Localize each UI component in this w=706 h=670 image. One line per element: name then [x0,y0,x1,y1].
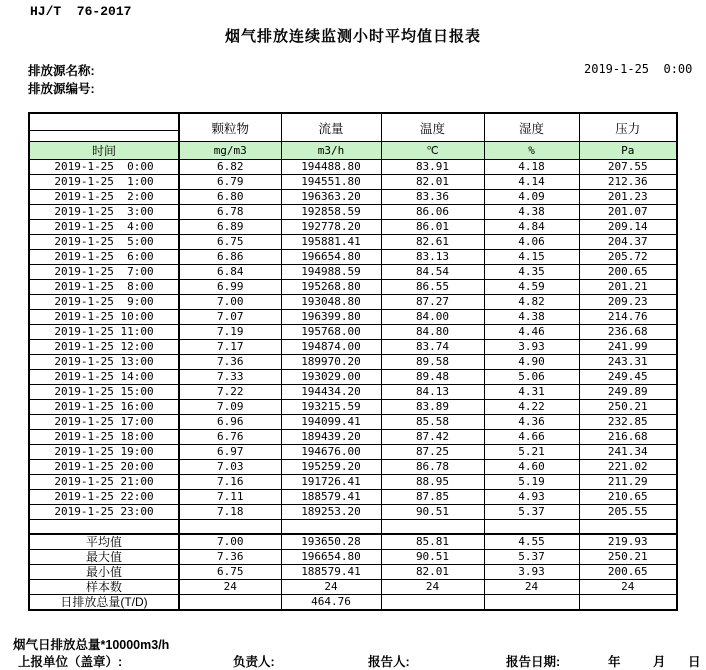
value-cell: 200.65 [579,265,677,280]
value-cell: 4.82 [484,295,579,310]
table-row [29,385,677,400]
value-cell: 6.89 [179,220,281,235]
value-cell: 86.06 [381,205,484,220]
unit-pressure: Pa [579,142,677,160]
value-cell: 214.76 [579,310,677,325]
value-cell: 5.37 [484,505,579,520]
value-cell: 249.89 [579,385,677,400]
table-row [29,415,677,430]
value-cell: 6.80 [179,190,281,205]
value-cell: 24 [179,579,281,594]
value-cell: 192778.20 [281,220,381,235]
value-cell: 4.46 [484,325,579,340]
value-cell: 7.16 [179,475,281,490]
value-cell: 188579.41 [281,490,381,505]
value-cell: 205.55 [579,505,677,520]
table-row [29,190,677,205]
value-cell: 4.36 [484,415,579,430]
value-cell [579,594,677,610]
value-cell: 194099.41 [281,415,381,430]
value-cell [579,520,677,534]
value-cell: 209.14 [579,220,677,235]
value-cell [381,594,484,610]
value-cell: 194488.80 [281,160,381,175]
value-cell: 196654.80 [281,549,381,564]
table-row [29,490,677,505]
time-cell [29,520,179,534]
value-cell: 464.76 [281,594,381,610]
value-cell: 90.51 [381,549,484,564]
value-cell: 219.93 [579,534,677,550]
value-cell: 6.78 [179,205,281,220]
value-cell: 6.75 [179,235,281,250]
value-cell: 7.36 [179,549,281,564]
source-code-label: 排放源编号: [28,82,95,96]
value-cell: 85.58 [381,415,484,430]
value-cell: 7.11 [179,490,281,505]
value-cell: 4.38 [484,310,579,325]
time-cell: 2019-1-25 9:00 [29,295,179,310]
time-column-header: 时间 [29,142,179,160]
value-cell: 3.93 [484,340,579,355]
value-cell: 6.76 [179,430,281,445]
value-cell: 87.85 [381,490,484,505]
unit-humidity: % [484,142,579,160]
value-cell: 207.55 [579,160,677,175]
time-cell: 2019-1-25 17:00 [29,415,179,430]
value-cell: 189970.20 [281,355,381,370]
year-label: 年 [608,655,621,669]
time-cell: 2019-1-25 19:00 [29,445,179,460]
summary-row [29,534,677,550]
value-cell: 24 [281,579,381,594]
value-cell: 4.93 [484,490,579,505]
value-cell: 194874.00 [281,340,381,355]
time-cell: 2019-1-25 2:00 [29,190,179,205]
value-cell: 200.65 [579,564,677,579]
table-row [29,325,677,340]
value-cell: 195259.20 [281,460,381,475]
value-cell: 6.97 [179,445,281,460]
value-cell: 7.00 [179,295,281,310]
value-cell: 241.34 [579,445,677,460]
table-row [29,505,677,520]
value-cell: 7.07 [179,310,281,325]
reporting-unit-seal-label: 上报单位（盖章）: [18,655,123,669]
value-cell: 210.65 [579,490,677,505]
value-cell: 83.74 [381,340,484,355]
value-cell: 4.14 [484,175,579,190]
summary-label-cell: 最小值 [29,564,179,579]
value-cell: 24 [579,579,677,594]
value-cell [281,520,381,534]
value-cell: 189253.20 [281,505,381,520]
value-cell: 5.37 [484,549,579,564]
table-row [29,175,677,190]
table-row [29,265,677,280]
value-cell: 7.17 [179,340,281,355]
value-cell: 6.96 [179,415,281,430]
value-cell: 211.29 [579,475,677,490]
value-cell: 4.09 [484,190,579,205]
unit-temperature: ℃ [381,142,484,160]
table-row [29,400,677,415]
value-cell: 7.00 [179,534,281,550]
value-cell: 193048.80 [281,295,381,310]
value-cell: 7.19 [179,325,281,340]
value-cell: 201.21 [579,280,677,295]
table-row [29,445,677,460]
value-cell: 243.31 [579,355,677,370]
summary-row [29,564,677,579]
value-cell: 196654.80 [281,250,381,265]
value-cell: 7.33 [179,370,281,385]
time-cell: 2019-1-25 22:00 [29,490,179,505]
value-cell: 236.68 [579,325,677,340]
time-cell: 2019-1-25 1:00 [29,175,179,190]
report-date-label: 报告日期: [506,655,561,669]
value-cell: 4.90 [484,355,579,370]
value-cell: 7.36 [179,355,281,370]
value-cell: 201.07 [579,205,677,220]
value-cell: 4.18 [484,160,579,175]
value-cell: 216.68 [579,430,677,445]
value-cell [179,594,281,610]
value-cell: 83.91 [381,160,484,175]
day-label: 日 [688,655,701,669]
summary-label-cell: 平均值 [29,534,179,550]
value-cell: 82.01 [381,175,484,190]
column-header-humidity: 湿度 [484,113,579,142]
time-cell: 2019-1-25 7:00 [29,265,179,280]
value-cell: 194551.80 [281,175,381,190]
time-cell: 2019-1-25 21:00 [29,475,179,490]
value-cell: 193029.00 [281,370,381,385]
value-cell: 196363.20 [281,190,381,205]
value-cell: 194676.00 [281,445,381,460]
time-cell: 2019-1-25 3:00 [29,205,179,220]
value-cell: 84.80 [381,325,484,340]
value-cell: 24 [381,579,484,594]
table-row [29,430,677,445]
summary-label-cell: 最大值 [29,549,179,564]
unit-particulate: mg/m3 [179,142,281,160]
column-header-temperature: 温度 [381,113,484,142]
value-cell: 6.84 [179,265,281,280]
value-cell: 195268.80 [281,280,381,295]
table-row [29,160,677,175]
blank-cell-bottom [30,131,178,141]
value-cell: 7.22 [179,385,281,400]
value-cell: 201.23 [579,190,677,205]
summary-row [29,594,677,610]
value-cell: 188579.41 [281,564,381,579]
value-cell: 5.19 [484,475,579,490]
value-cell: 250.21 [579,549,677,564]
table-body [29,160,677,610]
report-datetime: 2019-1-25 0:00 [584,62,693,76]
time-cell: 2019-1-25 15:00 [29,385,179,400]
value-cell: 6.82 [179,160,281,175]
table-row [29,355,677,370]
value-cell: 5.21 [484,445,579,460]
table-row [29,250,677,265]
value-cell: 7.09 [179,400,281,415]
value-cell [484,520,579,534]
value-cell: 89.58 [381,355,484,370]
value-cell: 4.15 [484,250,579,265]
table-row [29,235,677,250]
value-cell: 212.36 [579,175,677,190]
value-cell: 84.54 [381,265,484,280]
value-cell: 196399.80 [281,310,381,325]
value-cell: 195768.00 [281,325,381,340]
value-cell: 194988.59 [281,265,381,280]
monitoring-data-table [28,112,678,611]
table-row [29,205,677,220]
value-cell [381,520,484,534]
time-cell: 2019-1-25 6:00 [29,250,179,265]
summary-label-cell: 日排放总量(T/D) [29,594,179,610]
daily-total-note: 烟气日排放总量*10000m3/h [13,638,170,652]
value-cell: 191726.41 [281,475,381,490]
column-header-row [29,113,677,142]
value-cell: 87.27 [381,295,484,310]
value-cell: 4.22 [484,400,579,415]
column-header-pressure: 压力 [579,113,677,142]
time-cell: 2019-1-25 11:00 [29,325,179,340]
value-cell: 6.86 [179,250,281,265]
time-cell: 2019-1-25 12:00 [29,340,179,355]
value-cell [484,594,579,610]
manager-label: 负责人: [233,655,275,669]
value-cell: 7.03 [179,460,281,475]
value-cell: 87.42 [381,430,484,445]
value-cell: 88.95 [381,475,484,490]
summary-row [29,549,677,564]
value-cell: 4.38 [484,205,579,220]
value-cell: 189439.20 [281,430,381,445]
value-cell: 87.25 [381,445,484,460]
unit-flow: m3/h [281,142,381,160]
time-cell: 2019-1-25 0:00 [29,160,179,175]
column-header-flow: 流量 [281,113,381,142]
value-cell: 6.79 [179,175,281,190]
value-cell: 4.06 [484,235,579,250]
value-cell: 4.66 [484,430,579,445]
value-cell: 193650.28 [281,534,381,550]
value-cell: 90.51 [381,505,484,520]
time-cell: 2019-1-25 14:00 [29,370,179,385]
value-cell: 83.89 [381,400,484,415]
month-label: 月 [653,655,666,669]
table-row [29,220,677,235]
value-cell: 6.99 [179,280,281,295]
summary-label-cell: 样本数 [29,579,179,594]
value-cell: 7.18 [179,505,281,520]
table-row [29,370,677,385]
reporter-label: 报告人: [368,655,410,669]
blank-cell-top [30,114,178,131]
value-cell: 4.31 [484,385,579,400]
value-cell: 83.36 [381,190,484,205]
time-column-header-blank [29,113,179,142]
time-cell: 2019-1-25 23:00 [29,505,179,520]
value-cell: 4.84 [484,220,579,235]
value-cell: 83.13 [381,250,484,265]
value-cell: 4.59 [484,280,579,295]
summary-row [29,579,677,594]
standard-number: HJ/T 76-2017 [30,4,132,19]
unit-header-row [29,142,677,160]
value-cell: 249.45 [579,370,677,385]
value-cell: 89.48 [381,370,484,385]
table-row [29,475,677,490]
time-cell: 2019-1-25 8:00 [29,280,179,295]
value-cell: 194434.20 [281,385,381,400]
value-cell: 250.21 [579,400,677,415]
value-cell: 204.37 [579,235,677,250]
value-cell: 209.23 [579,295,677,310]
time-cell: 2019-1-25 20:00 [29,460,179,475]
value-cell: 86.01 [381,220,484,235]
page-title: 烟气排放连续监测小时平均值日报表 [224,28,481,45]
table-row [29,460,677,475]
value-cell: 82.01 [381,564,484,579]
source-name-label: 排放源名称: [28,64,95,78]
value-cell: 6.75 [179,564,281,579]
table-row [29,310,677,325]
time-cell: 2019-1-25 18:00 [29,430,179,445]
time-cell: 2019-1-25 5:00 [29,235,179,250]
value-cell: 4.35 [484,265,579,280]
value-cell: 192858.59 [281,205,381,220]
value-cell: 82.61 [381,235,484,250]
time-cell: 2019-1-25 4:00 [29,220,179,235]
table-row [29,340,677,355]
value-cell: 86.55 [381,280,484,295]
value-cell: 86.78 [381,460,484,475]
value-cell: 195881.41 [281,235,381,250]
value-cell: 4.55 [484,534,579,550]
table-row [29,295,677,310]
spacer-row [29,520,677,534]
value-cell: 4.60 [484,460,579,475]
value-cell: 84.00 [381,310,484,325]
table-row [29,280,677,295]
value-cell: 24 [484,579,579,594]
column-header-particulate: 颗粒物 [179,113,281,142]
time-cell: 2019-1-25 10:00 [29,310,179,325]
value-cell: 3.93 [484,564,579,579]
value-cell: 241.99 [579,340,677,355]
value-cell: 193215.59 [281,400,381,415]
value-cell: 232.85 [579,415,677,430]
time-cell: 2019-1-25 13:00 [29,355,179,370]
value-cell: 84.13 [381,385,484,400]
time-cell: 2019-1-25 16:00 [29,400,179,415]
value-cell: 221.02 [579,460,677,475]
value-cell: 205.72 [579,250,677,265]
value-cell: 85.81 [381,534,484,550]
value-cell [179,520,281,534]
value-cell: 5.06 [484,370,579,385]
